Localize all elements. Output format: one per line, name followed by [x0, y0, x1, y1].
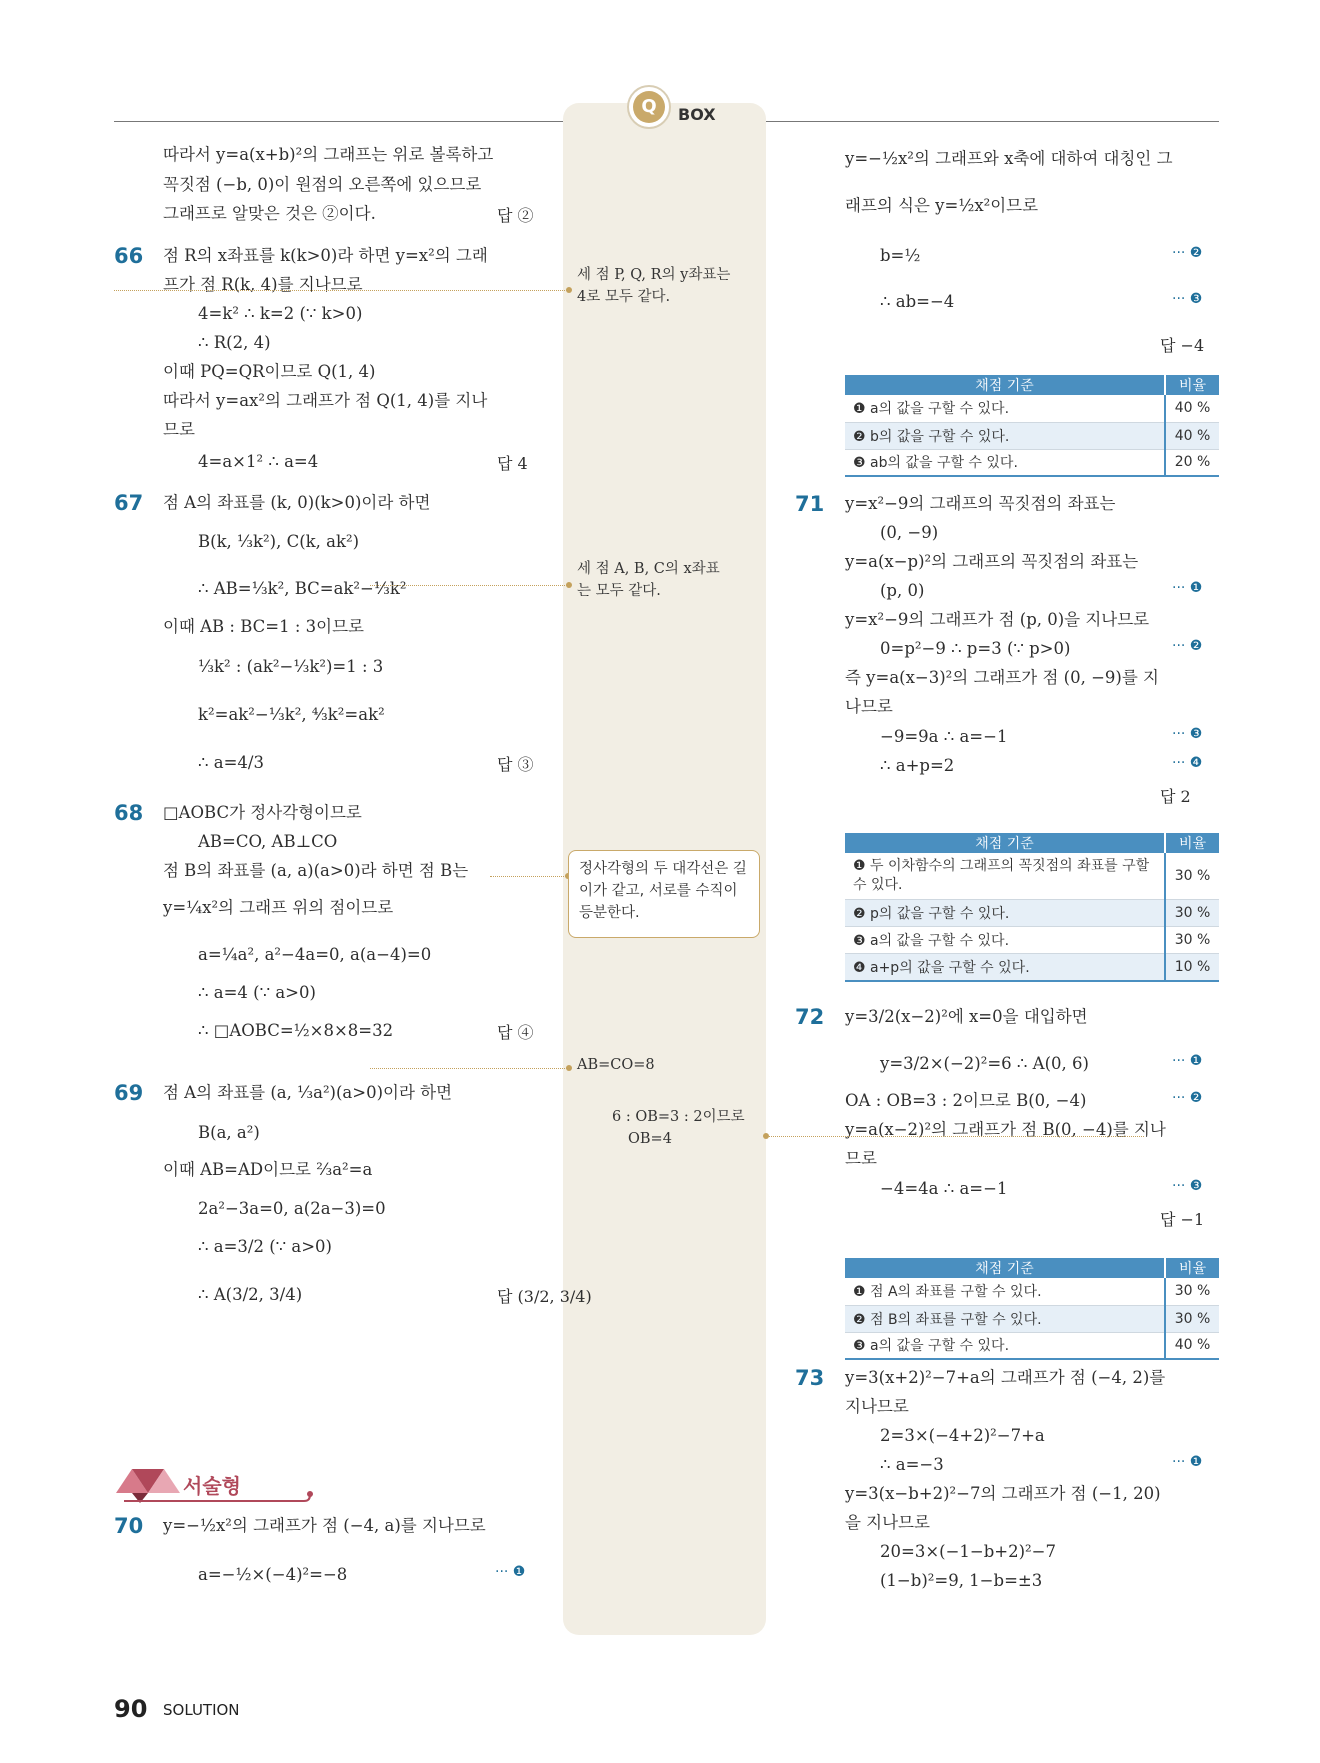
problem-number: 66 — [114, 244, 144, 268]
problem-number: 72 — [795, 1005, 825, 1029]
step-marker: ··· ❷ — [1172, 638, 1203, 654]
footer-label: SOLUTION — [163, 1701, 240, 1719]
ratio-cell: 40 % — [1165, 422, 1219, 449]
step-marker: ··· ❹ — [1172, 755, 1203, 771]
connector-line — [370, 585, 569, 586]
step-marker: ··· ❸ — [1172, 291, 1203, 307]
solution-line: 0=p²−9 ∴ p=3 (∵ p>0) — [880, 639, 1071, 658]
solution-line: (1−b)²=9, 1−b=±3 — [880, 1571, 1043, 1590]
solution-line: y=x²−9의 그래프가 점 (p, 0)을 지나므로 — [845, 610, 1150, 629]
solution-line: 래프의 식은 y=½x²이므로 — [845, 196, 1039, 215]
solution-line: 4=a×1² ∴ a=4 — [198, 452, 319, 471]
criteria-cell: ❸ a의 값을 구할 수 있다. — [845, 927, 1165, 954]
solution-line: y=3(x+2)²−7+a의 그래프가 점 (−4, 2)를 — [845, 1368, 1166, 1387]
solution-line: 점 A의 좌표를 (k, 0)(k>0)이라 하면 — [163, 493, 431, 512]
solution-line: y=x²−9의 그래프의 꼭짓점의 좌표는 — [845, 494, 1116, 513]
ratio-cell: 30 % — [1165, 1305, 1219, 1332]
connector-line — [370, 1068, 569, 1069]
solution-line: 즉 y=a(x−3)²의 그래프가 점 (0, −9)를 지 — [845, 668, 1159, 687]
solution-line: 을 지나므로 — [845, 1513, 930, 1532]
q-letter: Q — [633, 91, 665, 123]
section-title: 서술형 — [183, 1474, 241, 1498]
step-marker: ··· ❷ — [1172, 1090, 1203, 1106]
step-marker: ··· ❶ — [495, 1564, 526, 1580]
table-row — [845, 1305, 1219, 1332]
ratio-cell: 40 % — [1165, 1332, 1219, 1359]
q-box-note: 세 점 P, Q, R의 y좌표는 — [577, 267, 731, 283]
answer-mark: 답 2 — [1160, 787, 1191, 806]
q-box-label: BOX — [678, 105, 716, 124]
answer-mark: 답 −1 — [1160, 1210, 1205, 1229]
solution-line: (0, −9) — [880, 523, 939, 542]
problem-number: 69 — [114, 1081, 144, 1105]
step-marker: ··· ❷ — [1172, 245, 1203, 261]
solution-line: ∴ a=−3 — [880, 1455, 944, 1474]
solution-line: □AOBC가 정사각형이므로 — [163, 803, 362, 822]
ratio-cell: 40 % — [1165, 395, 1219, 422]
solution-line: 점 B의 좌표를 (a, a)(a>0)라 하면 점 B는 — [163, 861, 469, 880]
answer-mark: 답 4 — [497, 454, 528, 473]
connector-bead — [566, 1065, 572, 1071]
connector-line — [766, 1136, 1144, 1137]
solution-line: 2=3×(−4+2)²−7+a — [880, 1426, 1045, 1445]
col-ratio-header: 비율 — [1165, 1258, 1219, 1278]
problem-number: 67 — [114, 491, 144, 515]
solution-line: 꼭짓점 (−b, 0)이 원점의 오른쪽에 있으므로 — [163, 175, 482, 194]
q-box-logo — [627, 85, 671, 129]
solution-line: ∴ ab=−4 — [880, 292, 955, 311]
q-box-note: 는 모두 같다. — [577, 583, 661, 599]
q-box-note: OB=4 — [628, 1131, 672, 1147]
table-row — [845, 853, 1219, 900]
answer-mark: 답 (3/2, 3/4) — [497, 1287, 592, 1306]
solution-line: ∴ a=4/3 — [198, 753, 264, 772]
scoring-table — [845, 375, 1219, 477]
problem-number: 70 — [114, 1514, 144, 1538]
solution-line: (p, 0) — [880, 581, 925, 600]
table-row — [845, 1278, 1219, 1305]
solution-line: 프가 점 R(k, 4)를 지나므로 — [163, 275, 363, 294]
problem-number: 73 — [795, 1366, 825, 1390]
solution-line: 점 R의 x좌표를 k(k>0)라 하면 y=x²의 그래 — [163, 246, 488, 265]
solution-line: 따라서 y=a(x+b)²의 그래프는 위로 볼록하고 — [163, 145, 494, 164]
criteria-cell: ❷ b의 값을 구할 수 있다. — [845, 422, 1165, 449]
connector-bead — [566, 582, 572, 588]
solution-line: B(a, a²) — [198, 1123, 260, 1142]
criteria-cell: ❷ p의 값을 구할 수 있다. — [845, 900, 1165, 927]
criteria-cell: ❷ 점 B의 좌표를 구할 수 있다. — [845, 1305, 1165, 1332]
answer-mark: 답 ④ — [497, 1023, 534, 1042]
solution-line: 점 A의 좌표를 (a, ⅓a²)(a>0)이라 하면 — [163, 1083, 453, 1102]
table-row — [845, 422, 1219, 449]
page-number: 90 — [114, 1695, 148, 1723]
ratio-cell: 10 % — [1165, 954, 1219, 981]
solution-line: ∴ R(2, 4) — [198, 333, 271, 352]
table-row — [845, 1332, 1219, 1359]
connector-line — [114, 290, 569, 291]
solution-line: 2a²−3a=0, a(2a−3)=0 — [198, 1199, 386, 1218]
solution-line: AB=CO, AB⊥CO — [198, 832, 338, 851]
criteria-cell: ❸ ab의 값을 구할 수 있다. — [845, 449, 1165, 476]
q-box-note: 세 점 A, B, C의 x좌표 — [577, 561, 720, 577]
connector-bead — [566, 287, 572, 293]
solution-line: 나므로 — [845, 697, 893, 716]
ratio-cell: 30 % — [1165, 853, 1219, 900]
step-marker: ··· ❸ — [1172, 726, 1203, 742]
q-box-note: 6 : OB=3 : 2이므로 — [612, 1109, 745, 1125]
solution-line: ∴ □AOBC=½×8×8=32 — [198, 1021, 394, 1040]
solution-line: ∴ a+p=2 — [880, 756, 955, 775]
q-box-note: 4로 모두 같다. — [577, 289, 671, 305]
ratio-cell: 30 % — [1165, 927, 1219, 954]
solution-line: 따라서 y=ax²의 그래프가 점 Q(1, 4)를 지나 — [163, 391, 488, 410]
solution-line: 4=k² ∴ k=2 (∵ k>0) — [198, 304, 363, 323]
solution-line: y=3/2(x−2)²에 x=0을 대입하면 — [845, 1007, 1088, 1026]
step-marker: ··· ❶ — [1172, 580, 1203, 596]
answer-mark: 답 ② — [497, 206, 534, 225]
answer-mark: 답 ③ — [497, 755, 534, 774]
solution-line: ∴ AB=⅓k², BC=ak²−⅓k² — [198, 579, 407, 598]
table-row — [845, 900, 1219, 927]
solution-line: k²=ak²−⅓k², ⁴⁄₃k²=ak² — [198, 705, 385, 724]
connector-line — [490, 876, 568, 877]
solution-line: y=−½x²의 그래프와 x축에 대하여 대칭인 그 — [845, 149, 1173, 168]
connector-bead — [763, 1133, 769, 1139]
ratio-cell: 30 % — [1165, 900, 1219, 927]
solution-line: y=−½x²의 그래프가 점 (−4, a)를 지나므로 — [163, 1516, 486, 1535]
solution-line: y=3(x−b+2)²−7의 그래프가 점 (−1, 20) — [845, 1484, 1161, 1503]
col-ratio-header: 비율 — [1165, 375, 1219, 395]
table-row — [845, 395, 1219, 422]
criteria-cell: ❶ 두 이차함수의 그래프의 꼭짓점의 좌표를 구할 수 있다. — [845, 853, 1165, 900]
solution-line: b=½ — [880, 246, 921, 265]
solution-line: B(k, ⅓k²), C(k, ak²) — [198, 532, 360, 551]
problem-number: 71 — [795, 492, 825, 516]
table-row — [845, 954, 1219, 981]
step-marker: ··· ❶ — [1172, 1053, 1203, 1069]
q-box-callout: 정사각형의 두 대각선은 길이가 같고, 서로를 수직이등분한다. — [568, 850, 760, 938]
q-box-out-note: AB=CO=8 — [577, 1057, 655, 1073]
criteria-cell: ❶ a의 값을 구할 수 있다. — [845, 395, 1165, 422]
ratio-cell: 20 % — [1165, 449, 1219, 476]
solution-line: y=3/2×(−2)²=6 ∴ A(0, 6) — [880, 1054, 1089, 1073]
solution-line: a=¼a², a²−4a=0, a(a−4)=0 — [198, 945, 432, 964]
criteria-cell: ❶ 점 A의 좌표를 구할 수 있다. — [845, 1278, 1165, 1305]
col-criteria-header: 채점 기준 — [845, 833, 1165, 853]
solution-line: 이때 AB=AD이므로 ⅔a²=a — [163, 1160, 373, 1179]
table-row — [845, 449, 1219, 476]
solution-line: 므로 — [163, 420, 195, 439]
col-ratio-header: 비율 — [1165, 833, 1219, 853]
solution-line: ∴ A(3/2, 3/4) — [198, 1285, 303, 1304]
criteria-cell: ❹ a+p의 값을 구할 수 있다. — [845, 954, 1165, 981]
criteria-cell: ❸ a의 값을 구할 수 있다. — [845, 1332, 1165, 1359]
solution-line: −9=9a ∴ a=−1 — [880, 727, 1008, 746]
solution-line: ∴ a=4 (∵ a>0) — [198, 983, 316, 1002]
solution-line: y=a(x−2)²의 그래프가 점 B(0, −4)를 지나 — [845, 1120, 1166, 1139]
solution-line: OA : OB=3 : 2이므로 B(0, −4) — [845, 1091, 1087, 1110]
solution-line: 므로 — [845, 1149, 877, 1168]
solution-line: y=¼x²의 그래프 위의 점이므로 — [163, 898, 394, 917]
scoring-table — [845, 833, 1219, 982]
step-marker: ··· ❶ — [1172, 1454, 1203, 1470]
solution-line: 지나므로 — [845, 1397, 909, 1416]
col-criteria-header: 채점 기준 — [845, 1258, 1165, 1278]
solution-line: 이때 AB : BC=1 : 3이므로 — [163, 617, 364, 636]
table-row — [845, 927, 1219, 954]
solution-line: 20=3×(−1−b+2)²−7 — [880, 1542, 1056, 1561]
solution-line: 이때 PQ=QR이므로 Q(1, 4) — [163, 362, 376, 381]
solution-line: y=a(x−p)²의 그래프의 꼭짓점의 좌표는 — [845, 552, 1139, 571]
problem-number: 68 — [114, 801, 144, 825]
scoring-table — [845, 1258, 1219, 1360]
solution-line: ∴ a=3/2 (∵ a>0) — [198, 1237, 332, 1256]
answer-mark: 답 −4 — [1160, 336, 1205, 355]
solution-line: 그래프로 알맞은 것은 ②이다. — [163, 204, 376, 223]
step-marker: ··· ❸ — [1172, 1178, 1203, 1194]
ratio-cell: 30 % — [1165, 1278, 1219, 1305]
solution-line: ⅓k² : (ak²−⅓k²)=1 : 3 — [198, 657, 384, 676]
col-criteria-header: 채점 기준 — [845, 375, 1165, 395]
solution-line: a=−½×(−4)²=−8 — [198, 1565, 348, 1584]
solution-line: −4=4a ∴ a=−1 — [880, 1179, 1008, 1198]
